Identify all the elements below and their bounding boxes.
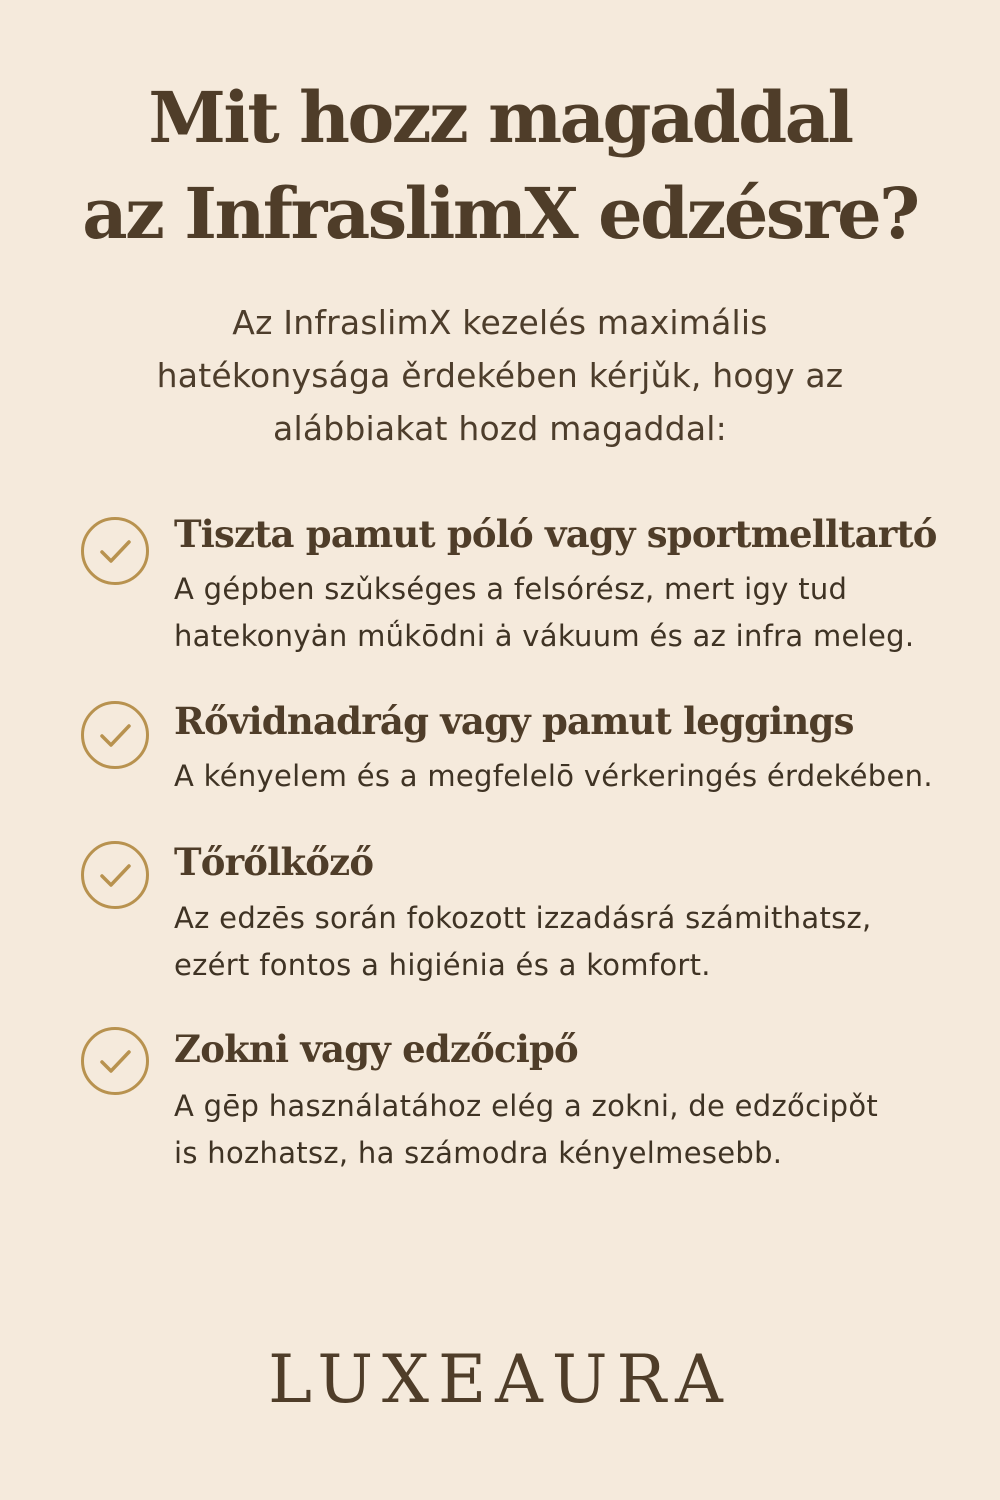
brand-logo-text: LUXEAURA bbox=[268, 1341, 732, 1418]
item-description bbox=[174, 566, 914, 660]
item-description bbox=[174, 753, 933, 800]
item-description-line: A gēp használatához elég a zokni, de edzőcipǒt bbox=[174, 1089, 879, 1123]
item-description bbox=[174, 895, 872, 989]
check-circle-icon bbox=[80, 1026, 150, 1096]
intro-line-1: Az InfraslimX kezelés maximális bbox=[232, 303, 768, 342]
item-description-line: ezért fontos a higiénia és a komfort. bbox=[174, 948, 711, 982]
item-description-line: hatekonyȧn mǘkōdni ȧ vákuum és az infra meleg. bbox=[174, 619, 915, 653]
page-title bbox=[0, 70, 1000, 262]
check-circle-icon bbox=[80, 700, 150, 770]
title-line-2: az InfraslimX edzésre? bbox=[82, 172, 918, 255]
intro-text bbox=[0, 296, 1000, 455]
item-title: Tőrőlkőző bbox=[174, 840, 374, 884]
item-title: Zokni vagy edzőcipő bbox=[174, 1027, 578, 1071]
title-line-1: Mit hozz magaddal bbox=[148, 76, 852, 159]
intro-line-3: alábbiakat hozd magaddal: bbox=[273, 409, 727, 448]
item-description-line: A kényelem és a megfelelō vérkeringés érdekében. bbox=[174, 759, 933, 793]
item-title: Rővidnadrág vagy pamut leggings bbox=[174, 699, 854, 743]
item-description-line: A gépben szǔkséges a felsórész, mert igy tud bbox=[174, 572, 848, 606]
check-circle-icon bbox=[80, 840, 150, 910]
item-title: Tiszta pamut póló vagy sportmelltartó bbox=[174, 512, 937, 556]
intro-line-2: hatékonysága ěrdekében kérjǔk, hogy az bbox=[156, 356, 844, 395]
item-description bbox=[174, 1083, 878, 1177]
item-description-line: is hozhatsz, ha számodra kényelmesebb. bbox=[174, 1136, 783, 1170]
check-circle-icon bbox=[80, 516, 150, 586]
item-description-line: Az edzēs során fokozott izzadásrá számithatsz, bbox=[174, 901, 872, 935]
